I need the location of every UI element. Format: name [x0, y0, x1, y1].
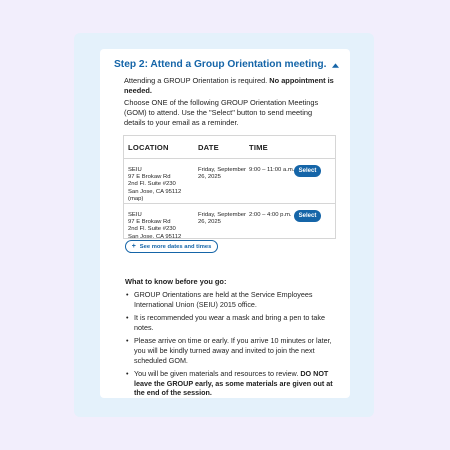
date-cell: Friday, September 26, 2025 — [198, 167, 247, 181]
location-city-map-link[interactable]: San Jose, CA 95112 — [128, 233, 182, 239]
collapse-toggle[interactable] — [328, 58, 342, 72]
location-suite: 2nd Fl. Suite #230 — [128, 181, 176, 188]
column-header-location: LOCATION — [128, 143, 169, 152]
chevron-up-icon — [332, 63, 339, 68]
table-row — [124, 204, 335, 239]
list-item — [125, 290, 335, 309]
list-item — [125, 336, 335, 365]
bullet-icon: • — [126, 369, 129, 379]
gom-table — [123, 135, 336, 239]
intro-instructions: Choose ONE of the following GROUP Orientation Meetings (GOM) to attend. Use the "Select" button to send meeting details to your email as a reminder. — [124, 98, 319, 127]
list-item — [125, 313, 335, 332]
date-cell: Friday, September 26, 2025 — [198, 212, 247, 226]
location-street: 97 E Brokaw Rd — [128, 174, 171, 181]
list-item-bold-text: DO NOT leave the GROUP early, as some materials are given out at the end of the session. — [134, 369, 333, 398]
plus-icon: + — [131, 243, 136, 250]
location-org: SEIU — [128, 167, 142, 173]
orientation-card — [100, 49, 350, 398]
column-header-time: TIME — [249, 143, 268, 152]
column-header-date: DATE — [198, 143, 219, 152]
table-row — [124, 159, 335, 204]
see-more-dates-button[interactable] — [125, 240, 218, 253]
location-street: 97 E Brokaw Rd — [128, 219, 171, 226]
section-header[interactable] — [114, 58, 336, 72]
location-suite: 2nd Fl. Suite #230 — [128, 226, 176, 233]
location-city-map-link[interactable]: San Jose, CA 95112 (map) — [128, 188, 182, 202]
what-to-know-heading: What to know before you go: — [125, 277, 227, 286]
location-org: SEIU — [128, 212, 142, 218]
section-title: Step 2: Attend a Group Orientation meeting. — [114, 59, 327, 70]
select-button[interactable]: Select — [294, 165, 321, 177]
what-to-know-list — [125, 290, 335, 398]
time-cell: 9:00 – 11:00 a.m. — [249, 167, 295, 173]
list-item-text: Please arrive on time or early. If you arrive 10 minutes or later, you will be kindly turned away and invited to join the next scheduled GOM. — [134, 336, 332, 365]
list-item-text: You will be given materials and resources to review. — [134, 369, 301, 379]
see-more-label: See more dates and times — [139, 243, 212, 250]
list-item-text: It is recommended you wear a mask and bring a pen to take notes. — [134, 313, 325, 332]
table-header — [124, 136, 335, 159]
location-cell — [128, 212, 198, 239]
location-cell — [128, 167, 198, 203]
intro-required-text: Attending a GROUP Orientation is required. — [124, 76, 270, 85]
time-cell: 2:00 – 4:00 p.m. — [249, 212, 292, 218]
bullet-icon: • — [126, 290, 129, 299]
list-item-text: GROUP Orientations are held at the Service Employees International Union (SEIU) 2015 office. — [134, 290, 313, 309]
intro-required — [124, 76, 334, 96]
bullet-icon: • — [126, 313, 129, 323]
select-button[interactable]: Select — [294, 210, 321, 222]
intro-no-appointment: No appointment is needed. — [124, 76, 334, 95]
bullet-icon: • — [126, 336, 129, 346]
list-item — [125, 369, 335, 398]
